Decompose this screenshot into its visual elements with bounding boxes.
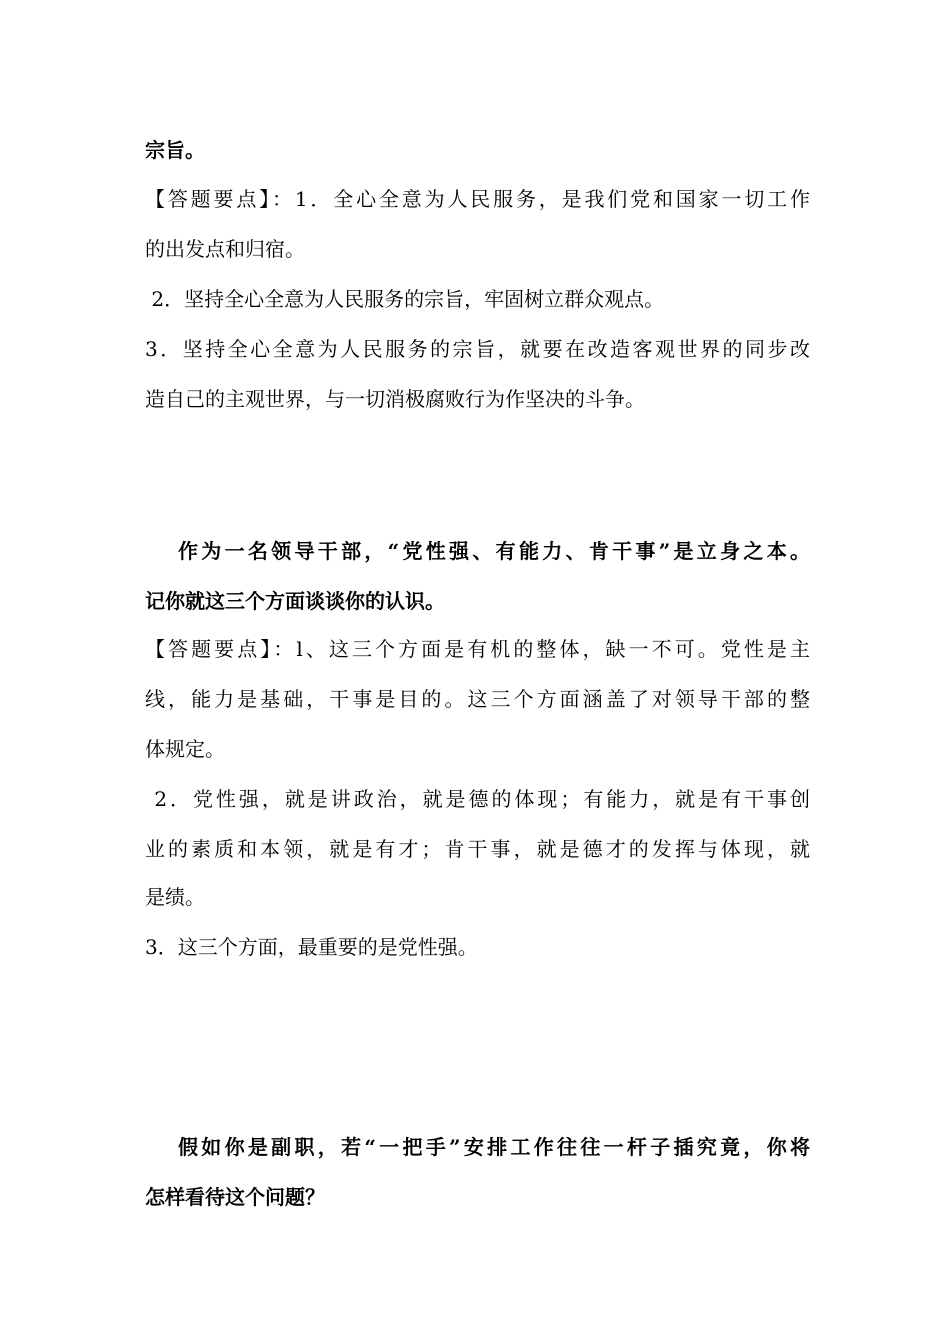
section2-point2-line1: 2．党性强，就是讲政治，就是德的体现；有能力，就是有干事创 <box>145 787 810 811</box>
section1-point3-line1: 3．坚持全心全意为人民服务的宗旨，就要在改造客观世界的同步改 <box>145 337 810 361</box>
section2-point2-line3: 是绩。 <box>145 885 205 909</box>
section3-question-line1: 假如你是副职，若“一把手”安排工作往往一杆子插究竟，你将 <box>178 1135 810 1159</box>
section1-point3-line2: 造自己的主观世界，与一切消极腐败行为作坚决的斗争。 <box>145 387 645 411</box>
section2-answer-line2: 线，能力是基础，干事是目的。这三个方面涵盖了对领导干部的整 <box>145 687 810 711</box>
section2-question-line1: 作为一名领导干部，“党性强、有能力、肯干事”是立身之本。 <box>178 539 810 563</box>
section2-point3: 3．这三个方面，最重要的是党性强。 <box>145 935 478 959</box>
section1-point2: 2．坚持全心全意为人民服务的宗旨，牢固树立群众观点。 <box>145 287 665 311</box>
section2-question-line2: 记你就这三个方面谈谈你的认识。 <box>145 589 445 613</box>
section2-answer-line3: 体规定。 <box>145 737 225 761</box>
section2-answer-line1: 【答题要点】：l、这三个方面是有机的整体，缺一不可。党性是主 <box>145 637 810 661</box>
section1-answer-line2: 的出发点和归宿。 <box>145 237 305 261</box>
section1-heading-tail: 宗旨。 <box>145 138 205 162</box>
section3-question-line2: 怎样看待这个问题？ <box>145 1185 325 1209</box>
section1-answer-line1: 【答题要点】：1．全心全意为人民服务，是我们党和国家一切工作 <box>145 187 810 211</box>
section2-point2-line2: 业的素质和本领，就是有才；肯干事，就是德才的发挥与体现，就 <box>145 837 810 861</box>
